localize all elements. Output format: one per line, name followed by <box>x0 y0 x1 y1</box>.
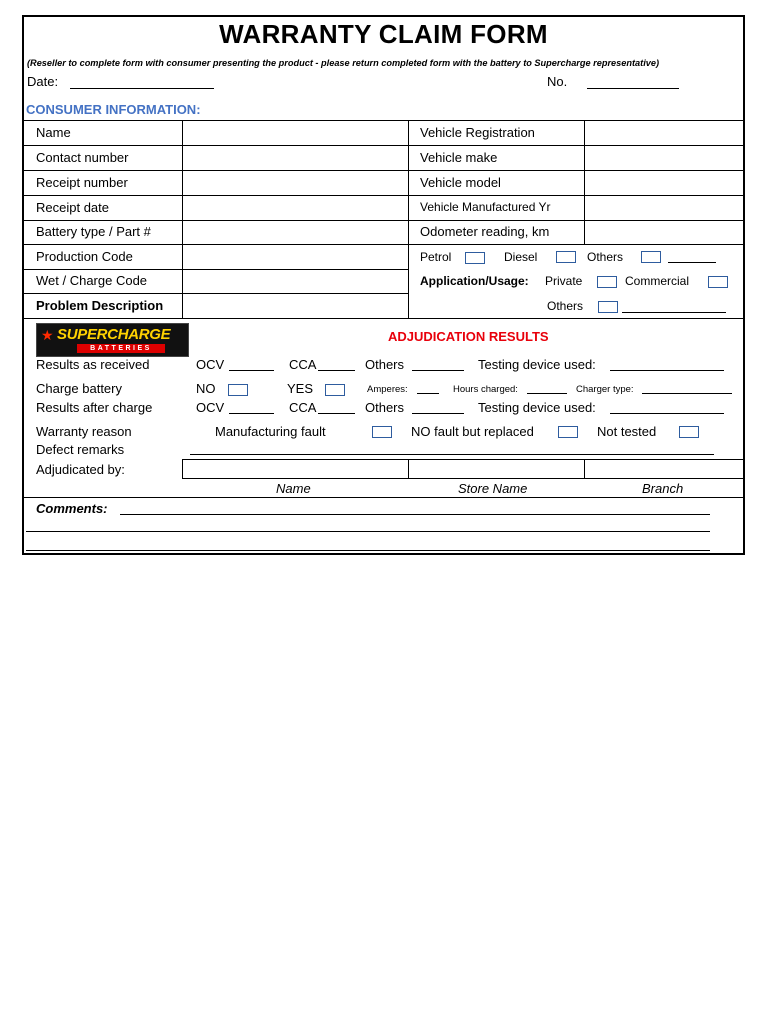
private-checkbox[interactable] <box>597 276 617 288</box>
fuel-others-field[interactable] <box>668 250 716 263</box>
number-label: No. <box>547 74 568 89</box>
ocv-after-label: OCV <box>196 400 225 415</box>
grid-line <box>584 459 585 478</box>
grid-line <box>182 120 183 318</box>
private-label: Private <box>545 274 583 288</box>
amperes-label: Amperes: <box>367 384 408 395</box>
logo-name: SUPERCHARGE <box>57 326 171 343</box>
grid-line <box>24 195 745 196</box>
defect-remarks-label: Defect remarks <box>36 442 125 457</box>
hours-charged-label: Hours charged: <box>453 384 518 395</box>
receipt-number-label: Receipt number <box>36 175 128 190</box>
ocv-received-field[interactable] <box>229 358 274 371</box>
cca-received-label: CCA <box>289 357 317 372</box>
problem-description-label: Problem Description <box>36 298 164 313</box>
production-code-field[interactable] <box>184 246 406 268</box>
charge-yes-checkbox[interactable] <box>325 384 345 396</box>
others-after-field[interactable] <box>412 401 464 414</box>
grid-line <box>24 244 745 245</box>
manufacturing-fault-checkbox[interactable] <box>372 426 392 438</box>
odometer-field[interactable] <box>586 222 743 243</box>
defect-remarks-field[interactable] <box>190 442 714 455</box>
grid-line <box>24 220 745 221</box>
charger-type-label: Charger type: <box>576 384 634 395</box>
grid-line <box>182 459 745 460</box>
diesel-label: Diesel <box>504 250 538 264</box>
col-name-label: Name <box>276 481 311 496</box>
contact-number-field[interactable] <box>184 147 406 169</box>
cca-after-label: CCA <box>289 400 317 415</box>
cca-received-field[interactable] <box>318 358 355 371</box>
date-label: Date: <box>27 74 59 89</box>
manufacturing-fault-label: Manufacturing fault <box>215 424 326 439</box>
amperes-field[interactable] <box>417 384 439 394</box>
vehicle-registration-field[interactable] <box>586 122 743 144</box>
form-subtitle: (Reseller to complete form with consumer presenting the product - please return completed form with the battery to Supercharge representative) <box>27 58 660 68</box>
grid-line <box>408 120 409 318</box>
comments-line[interactable] <box>26 550 710 551</box>
contact-number-label: Contact number <box>36 150 129 165</box>
vehicle-manufactured-label: Vehicle Manufactured Yr <box>420 200 551 214</box>
grid-line <box>24 170 745 171</box>
vehicle-registration-label: Vehicle Registration <box>420 125 535 140</box>
star-icon: ★ <box>41 327 54 343</box>
vehicle-model-label: Vehicle model <box>420 175 501 190</box>
receipt-number-field[interactable] <box>184 172 406 194</box>
name-label: Name <box>36 125 71 140</box>
adjudication-title: ADJUDICATION RESULTS <box>388 329 549 344</box>
wet-charge-code-label: Wet / Charge Code <box>36 273 148 288</box>
charge-no-checkbox[interactable] <box>228 384 248 396</box>
receipt-date-field[interactable] <box>184 197 406 219</box>
fuel-others-label: Others <box>587 250 624 264</box>
grid-line <box>182 478 745 479</box>
form-title: WARRANTY CLAIM FORM <box>219 19 548 49</box>
grid-line <box>408 459 409 478</box>
receipt-date-label: Receipt date <box>36 200 109 215</box>
ocv-received-label: OCV <box>196 357 225 372</box>
no-fault-label: NO fault but replaced <box>411 424 534 439</box>
commercial-label: Commercial <box>625 274 690 288</box>
logo-sub: BATTERIES <box>77 344 165 353</box>
testing-device-received-label: Testing device used: <box>478 357 596 372</box>
wet-charge-code-field[interactable] <box>184 271 406 292</box>
production-code-label: Production Code <box>36 249 133 264</box>
grid-line <box>24 269 408 270</box>
testing-device-received-field[interactable] <box>610 358 724 371</box>
application-label: Application/Usage: <box>420 274 529 288</box>
testing-device-after-label: Testing device used: <box>478 400 596 415</box>
cca-after-field[interactable] <box>318 401 355 414</box>
grid-line <box>182 459 183 478</box>
supercharge-logo <box>36 323 189 357</box>
adjudicator-store-field[interactable] <box>410 461 582 477</box>
others-received-field[interactable] <box>412 358 464 371</box>
vehicle-manufactured-field[interactable] <box>586 197 743 219</box>
grid-line <box>24 120 745 121</box>
adjudicated-by-label: Adjudicated by: <box>36 462 125 477</box>
application-others-field[interactable] <box>622 300 726 313</box>
testing-device-after-field[interactable] <box>610 401 724 414</box>
results-received-label: Results as received <box>36 357 150 372</box>
not-tested-label: Not tested <box>597 424 657 439</box>
warranty-reason-label: Warranty reason <box>36 424 132 439</box>
others-received-label: Others <box>365 357 405 372</box>
no-fault-checkbox[interactable] <box>558 426 578 438</box>
grid-line <box>24 145 745 146</box>
fuel-others-checkbox[interactable] <box>641 251 661 263</box>
application-others-label: Others <box>547 299 584 313</box>
battery-type-label: Battery type / Part # <box>36 224 151 239</box>
number-field[interactable] <box>587 76 679 89</box>
comments-field[interactable] <box>120 502 710 515</box>
charge-battery-label: Charge battery <box>36 381 122 396</box>
name-field[interactable] <box>184 122 406 144</box>
warranty-claim-form <box>22 15 745 555</box>
grid-line <box>24 293 408 294</box>
charger-type-field[interactable] <box>642 384 732 394</box>
vehicle-model-field[interactable] <box>586 172 743 194</box>
adjudicator-name-field[interactable] <box>184 461 406 477</box>
adjudicator-branch-field[interactable] <box>586 461 743 477</box>
charge-yes-label: YES <box>287 381 314 396</box>
grid-line <box>584 120 585 244</box>
ocv-after-field[interactable] <box>229 401 274 414</box>
problem-description-field[interactable] <box>184 295 406 317</box>
date-field[interactable] <box>70 76 214 89</box>
consumer-section-title: CONSUMER INFORMATION: <box>26 102 201 117</box>
diesel-checkbox[interactable] <box>556 251 576 263</box>
col-store-label: Store Name <box>458 481 528 496</box>
not-tested-checkbox[interactable] <box>679 426 699 438</box>
grid-line <box>24 497 745 498</box>
results-after-label: Results after charge <box>36 400 153 415</box>
commercial-checkbox[interactable] <box>708 276 728 288</box>
others-after-label: Others <box>365 400 405 415</box>
hours-charged-field[interactable] <box>527 384 567 394</box>
battery-type-field[interactable] <box>184 222 406 243</box>
comments-line[interactable] <box>26 531 710 532</box>
col-branch-label: Branch <box>642 481 684 496</box>
grid-line <box>24 318 745 319</box>
application-others-checkbox[interactable] <box>598 301 618 313</box>
comments-label: Comments: <box>36 501 108 516</box>
charge-no-label: NO <box>196 381 216 396</box>
vehicle-make-label: Vehicle make <box>420 150 498 165</box>
petrol-label: Petrol <box>420 250 452 264</box>
odometer-label: Odometer reading, km <box>420 224 550 239</box>
petrol-checkbox[interactable] <box>465 252 485 264</box>
vehicle-make-field[interactable] <box>586 147 743 169</box>
